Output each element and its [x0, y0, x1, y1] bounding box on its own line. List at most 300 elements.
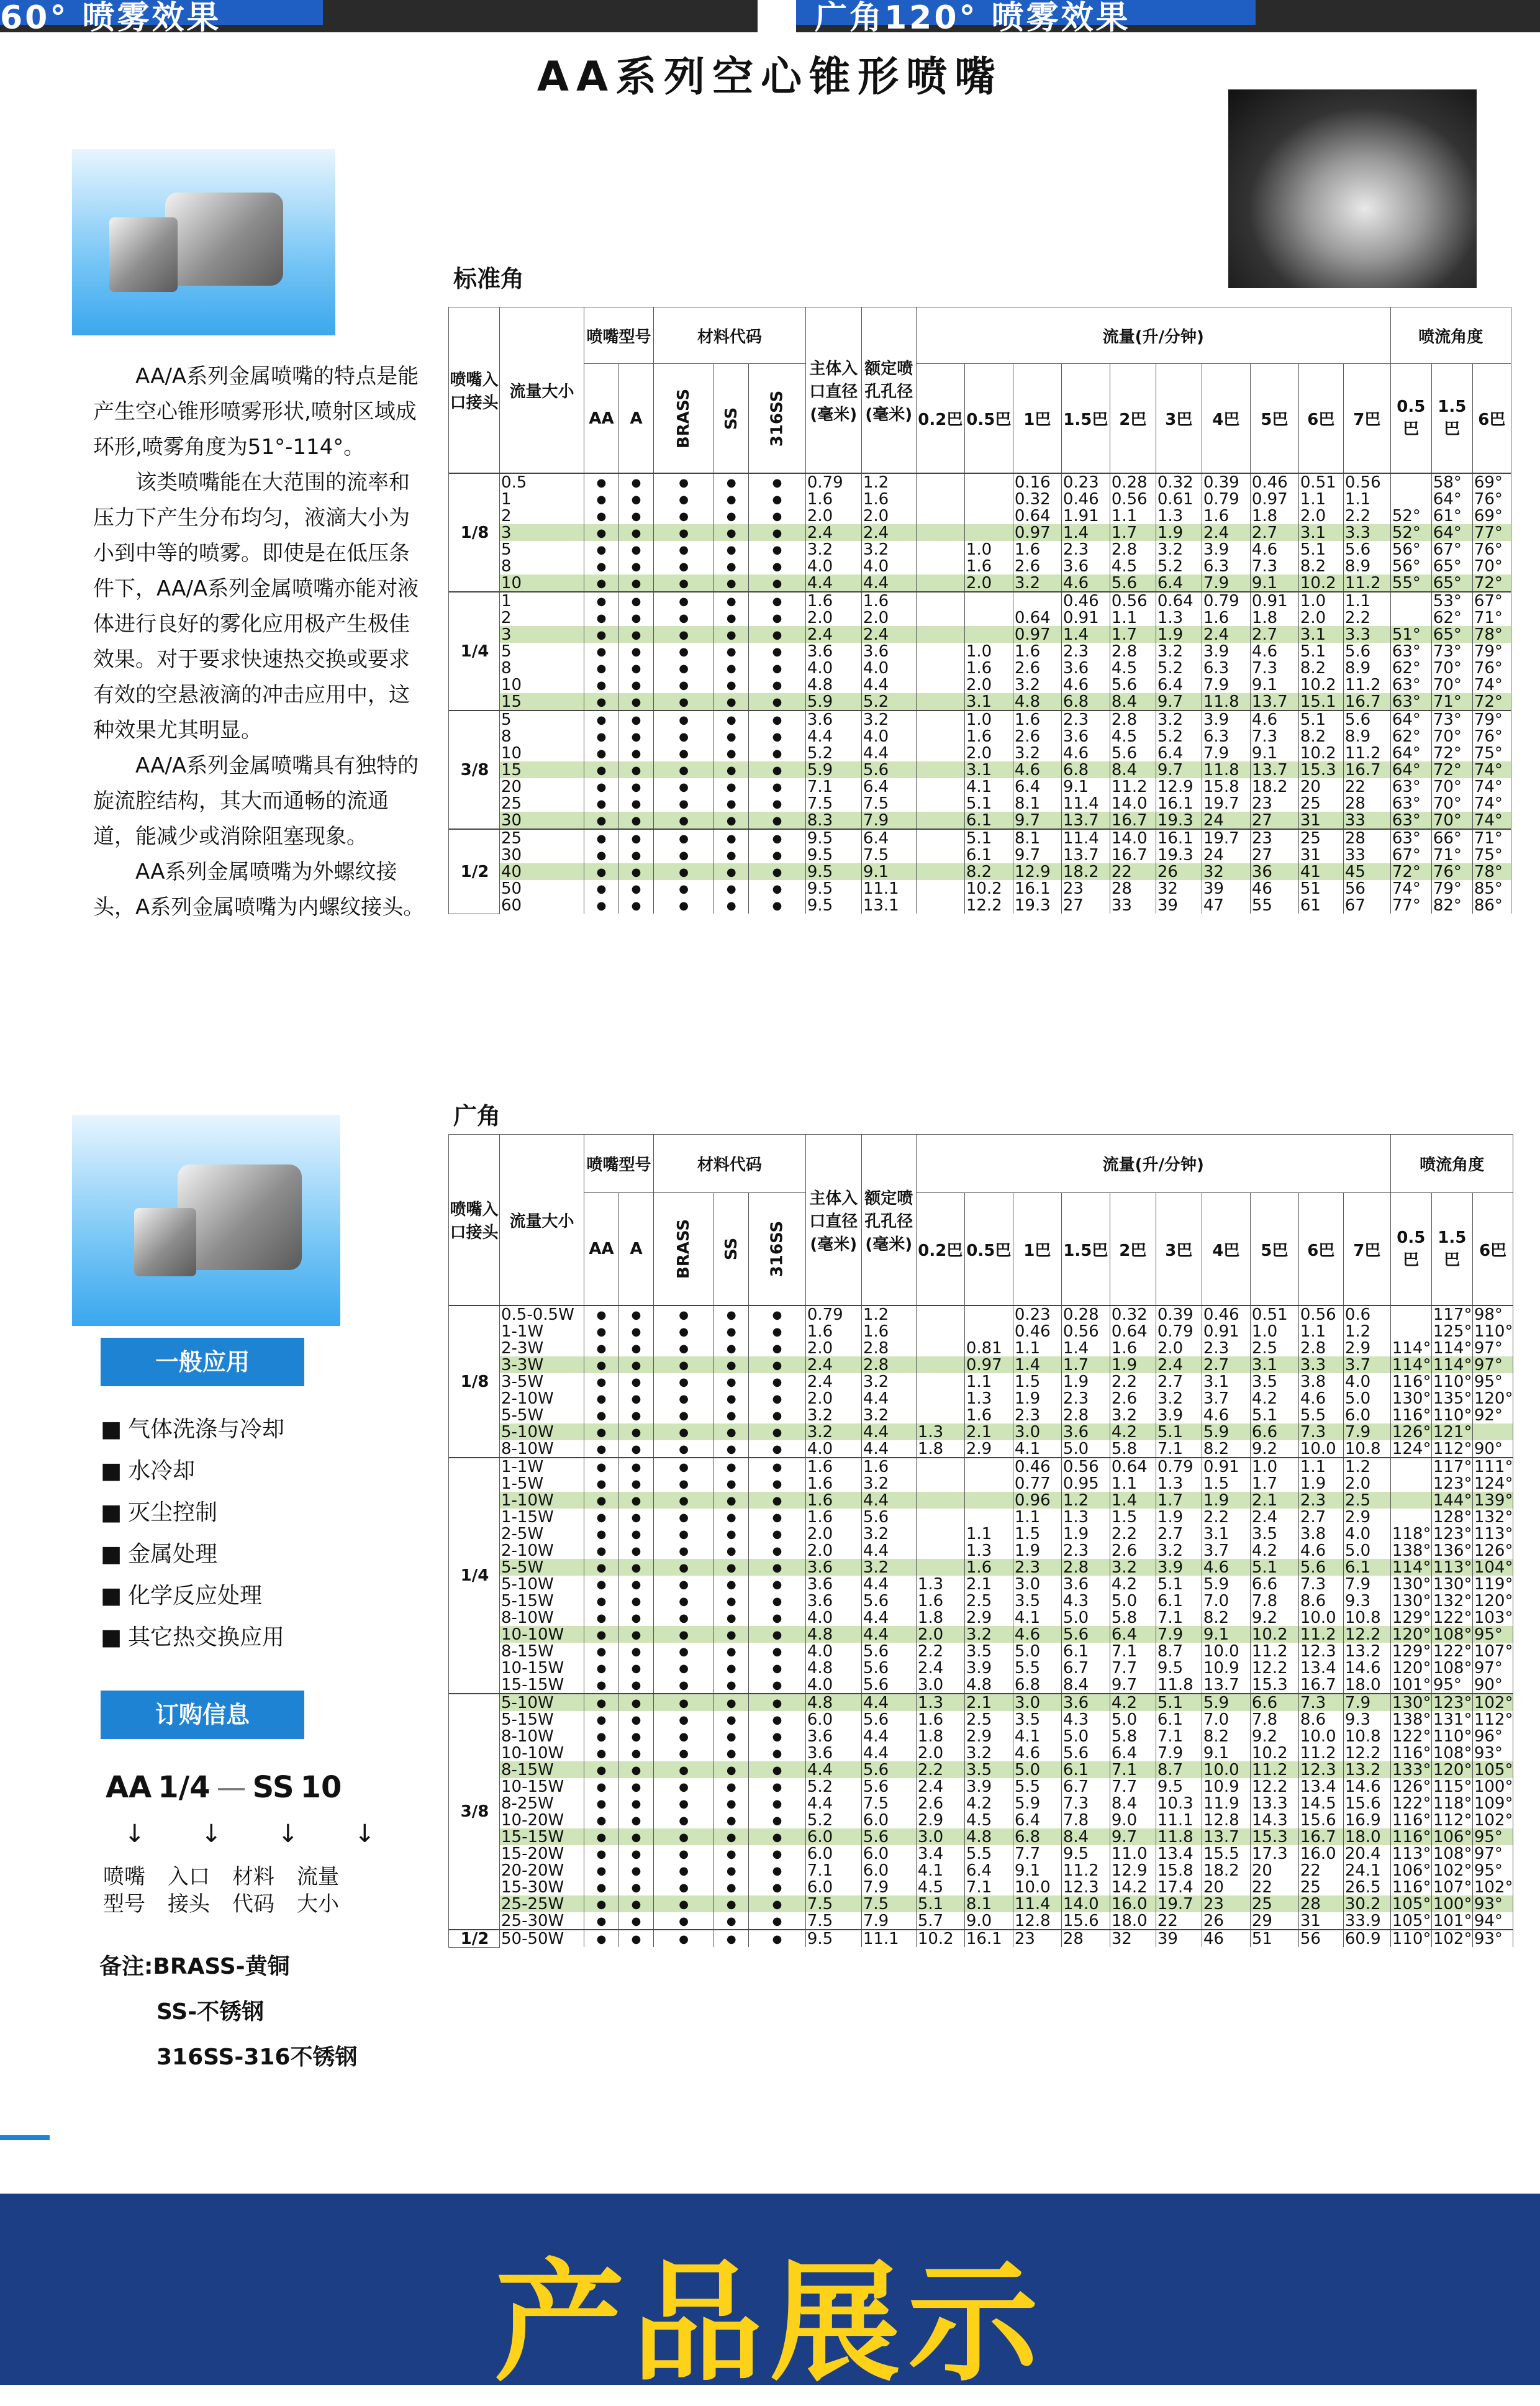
available-dot	[619, 1525, 654, 1542]
flow-cell: 14.0	[1061, 1895, 1110, 1912]
body-cell: 4.4	[805, 728, 861, 745]
angle-cell: 121°	[1431, 1423, 1472, 1440]
available-dot	[714, 541, 749, 558]
flow-cell: 3.2	[1013, 745, 1061, 761]
angle-cell	[1390, 491, 1431, 507]
flow-cell: 5.2	[1156, 660, 1202, 676]
flow-cell	[916, 558, 964, 574]
available-dot	[714, 1745, 749, 1761]
flow-cell: 3.3	[1343, 524, 1390, 541]
flow-cell: 0.16	[1013, 473, 1061, 491]
table-row	[449, 795, 1511, 812]
size-cell: 2	[500, 609, 584, 626]
flow-cell: 3.1	[1298, 626, 1343, 643]
size-cell: 10-10W	[500, 1745, 584, 1761]
available-dot	[584, 1845, 619, 1862]
angle-cell: 71°	[1431, 847, 1472, 863]
apps-list	[101, 1409, 284, 1658]
angle-cell: 110°	[1431, 1407, 1472, 1423]
flow-cell: 1.4	[1061, 1340, 1110, 1356]
flow-cell: 11.2	[1343, 676, 1390, 693]
body-cell: 6.0	[805, 1879, 861, 1895]
available-dot	[654, 1390, 714, 1407]
available-dot	[714, 1492, 749, 1509]
flow-cell: 0.23	[1061, 473, 1110, 491]
body-cell: 3.2	[805, 1423, 861, 1440]
apps-item: ■ 水冷却	[101, 1450, 284, 1492]
flow-cell	[916, 626, 964, 643]
available-dot	[584, 676, 619, 693]
flow-cell: 1.1	[1013, 1509, 1061, 1525]
available-dot	[619, 1407, 654, 1423]
flow-cell: 31	[1298, 847, 1343, 863]
angle-cell: 122°	[1390, 1795, 1431, 1812]
flow-cell	[916, 473, 964, 491]
flow-cell: 15.6	[1061, 1912, 1110, 1930]
flow-cell	[916, 1559, 964, 1576]
flow-cell: 4.5	[964, 1812, 1013, 1828]
orifice-cell: 7.5	[861, 1895, 916, 1912]
available-dot	[654, 1356, 714, 1373]
flow-cell: 3.6	[1061, 1694, 1110, 1711]
flow-cell: 5.5	[1013, 1778, 1061, 1795]
available-dot	[654, 643, 714, 660]
angle-cell: 123°	[1431, 1475, 1472, 1492]
size-cell: 30	[500, 812, 584, 829]
available-dot	[584, 1340, 619, 1356]
angle-cell: 109°	[1472, 1795, 1513, 1812]
available-dot	[654, 897, 714, 914]
available-dot	[749, 1340, 806, 1356]
flow-cell: 56	[1298, 1930, 1343, 1947]
available-dot	[714, 609, 749, 626]
orifice-cell: 6.0	[861, 1862, 916, 1879]
angle-cell: 95°	[1472, 1373, 1513, 1390]
available-dot	[584, 1423, 619, 1440]
flow-cell: 4.6	[1250, 643, 1298, 660]
size-cell: 0.5-0.5W	[500, 1305, 584, 1323]
angle-cell: 67°	[1390, 847, 1431, 863]
available-dot	[714, 1323, 749, 1340]
table-row	[449, 1340, 1513, 1356]
available-dot	[619, 1390, 654, 1407]
available-dot	[654, 1728, 714, 1745]
flow-cell: 15.5	[1202, 1845, 1250, 1862]
angle-cell: 111°	[1472, 1458, 1513, 1475]
angle-cell: 64°	[1390, 761, 1431, 778]
table-row	[449, 1475, 1513, 1492]
available-dot	[714, 1475, 749, 1492]
orifice-cell: 4.4	[861, 1609, 916, 1626]
size-cell: 1-15W	[500, 1509, 584, 1525]
available-dot	[654, 609, 714, 626]
angle-cell: 132°	[1431, 1592, 1472, 1609]
flow-cell: 8.1	[1013, 795, 1061, 812]
flow-cell: 0.32	[1013, 491, 1061, 507]
flow-cell: 1.3	[1061, 1509, 1110, 1525]
available-dot	[749, 1879, 806, 1895]
flow-cell: 41	[1298, 863, 1343, 880]
flow-cell: 1.3	[916, 1694, 964, 1711]
table-row	[449, 1761, 1513, 1778]
flow-cell: 6.7	[1061, 1659, 1110, 1676]
orifice-cell: 4.4	[861, 676, 916, 693]
flow-cell: 20.4	[1343, 1845, 1390, 1862]
available-dot	[584, 1390, 619, 1407]
available-dot	[714, 1340, 749, 1356]
available-dot	[654, 660, 714, 676]
flow-cell: 8.2	[1298, 728, 1343, 745]
flow-cell: 25	[1298, 829, 1343, 847]
angle-cell: 72°	[1390, 863, 1431, 880]
table-row	[449, 1592, 1513, 1609]
table-row	[449, 626, 1511, 643]
table-row	[449, 1778, 1513, 1795]
flow-cell: 12.9	[1156, 778, 1202, 795]
orifice-cell: 3.2	[861, 541, 916, 558]
flow-cell: 4.5	[916, 1879, 964, 1895]
available-dot	[584, 1659, 619, 1676]
available-dot	[654, 473, 714, 491]
body-cell: 3.6	[805, 643, 861, 660]
flow-cell: 2.5	[964, 1711, 1013, 1728]
flow-cell: 13.7	[1061, 812, 1110, 829]
available-dot	[749, 778, 806, 795]
flow-cell: 7.3	[1298, 1694, 1343, 1711]
top-banner-right	[796, 0, 1540, 37]
angle-cell	[1390, 592, 1431, 609]
angle-cell: 106°	[1431, 1828, 1472, 1845]
orifice-cell: 4.4	[861, 1492, 916, 1509]
flow-cell: 23	[1013, 1930, 1061, 1947]
orifice-cell: 3.2	[861, 1407, 916, 1423]
available-dot	[714, 1912, 749, 1930]
size-cell: 25-30W	[500, 1912, 584, 1930]
conn-cell: 1/8	[449, 473, 500, 592]
flow-cell: 10.0	[1298, 1609, 1343, 1626]
available-dot	[619, 1440, 654, 1458]
size-cell: 10	[500, 745, 584, 761]
flow-cell: 0.81	[964, 1340, 1013, 1356]
flow-cell: 11.2	[1250, 1761, 1298, 1778]
flow-cell: 9.7	[1110, 1828, 1156, 1845]
table-row	[449, 1440, 1513, 1458]
top-banner-left	[0, 0, 758, 37]
angle-cell: 62°	[1431, 609, 1472, 626]
orifice-cell: 3.2	[861, 1559, 916, 1576]
orifice-cell: 2.4	[861, 524, 916, 541]
flow-cell: 2.0	[1298, 507, 1343, 524]
flow-cell: 5.1	[1156, 1423, 1202, 1440]
size-cell: 5-15W	[500, 1592, 584, 1609]
angle-cell: 118°	[1431, 1795, 1472, 1812]
flow-cell: 0.6	[1343, 1305, 1390, 1323]
angle-cell: 64°	[1431, 491, 1472, 507]
flow-cell: 25	[1298, 1879, 1343, 1895]
available-dot	[619, 1509, 654, 1525]
body-cell: 2.0	[805, 1340, 861, 1356]
flow-cell: 8.2	[964, 863, 1013, 880]
flow-cell: 8.4	[1061, 1828, 1110, 1845]
flow-cell: 5.6	[1110, 676, 1156, 693]
flow-cell: 0.91	[1202, 1458, 1250, 1475]
flow-cell: 2.6	[1013, 728, 1061, 745]
angle-cell: 96°	[1472, 1728, 1513, 1745]
available-dot	[584, 761, 619, 778]
header-angle-pressure: 1.5巴	[1431, 364, 1472, 474]
table-row	[449, 1509, 1513, 1525]
available-dot	[749, 1458, 806, 1475]
orifice-cell: 7.5	[861, 795, 916, 812]
angle-cell: 117°	[1431, 1458, 1472, 1475]
angle-cell: 105°	[1472, 1761, 1513, 1778]
available-dot	[714, 1440, 749, 1458]
flow-cell: 5.5	[1298, 1407, 1343, 1423]
available-dot	[714, 710, 749, 728]
order-arrows: ↓ ↓ ↓ ↓	[124, 1820, 376, 1848]
angle-cell: 101°	[1431, 1912, 1472, 1930]
angle-cell: 114°	[1390, 1559, 1431, 1576]
angle-cell: 95°	[1431, 1676, 1472, 1694]
flow-cell: 22	[1298, 1862, 1343, 1879]
flow-cell: 2.7	[1298, 1509, 1343, 1525]
flow-cell: 11.8	[1156, 1828, 1202, 1845]
available-dot	[619, 1912, 654, 1930]
available-dot	[749, 761, 806, 778]
table-row	[449, 1458, 1513, 1475]
flow-cell: 4.0	[1343, 1373, 1390, 1390]
flow-cell: 0.56	[1061, 1323, 1110, 1340]
available-dot	[749, 574, 806, 592]
angle-cell: 105°	[1390, 1912, 1431, 1930]
available-dot	[749, 1323, 806, 1340]
table-row	[449, 1795, 1513, 1812]
intro-paragraph: AA/A系列金属喷嘴的特点是能产生空心锥形喷雾形状,喷射区域成环形,喷雾角度为51°-114°。	[93, 364, 419, 460]
angle-cell: 90°	[1472, 1676, 1513, 1694]
flow-cell	[916, 880, 964, 897]
available-dot	[749, 592, 806, 609]
flow-cell: 11.2	[1343, 574, 1390, 592]
flow-cell: 1.6	[916, 1711, 964, 1728]
flow-cell: 39	[1156, 1930, 1202, 1947]
available-dot	[619, 643, 654, 660]
available-dot	[749, 1407, 806, 1423]
angle-cell	[1390, 1305, 1431, 1323]
flow-cell	[916, 1525, 964, 1542]
flow-cell: 3.2	[964, 1745, 1013, 1761]
table-row	[449, 1576, 1513, 1592]
body-cell: 7.5	[805, 795, 861, 812]
flow-cell: 10.2	[964, 880, 1013, 897]
flow-cell	[964, 491, 1013, 507]
flow-cell	[916, 660, 964, 676]
angle-cell: 113°	[1390, 1845, 1431, 1862]
angle-cell: 90°	[1472, 1440, 1513, 1458]
page-title: AA系列空心锥形喷嘴	[537, 53, 1003, 101]
orifice-cell: 2.0	[861, 507, 916, 524]
orifice-cell: 4.0	[861, 728, 916, 745]
available-dot	[654, 1373, 714, 1390]
available-dot	[654, 574, 714, 592]
available-dot	[584, 1373, 619, 1390]
available-dot	[654, 1812, 714, 1828]
table-row	[449, 693, 1511, 710]
angle-cell: 71°	[1431, 693, 1472, 710]
flow-cell: 15.6	[1298, 1812, 1343, 1828]
flow-cell	[964, 1323, 1013, 1340]
available-dot	[654, 1340, 714, 1356]
order-code-part: SS	[252, 1770, 294, 1805]
flow-cell: 3.7	[1202, 1542, 1250, 1559]
header-pressure: 1巴	[1013, 364, 1061, 474]
flow-cell: 11.4	[1061, 829, 1110, 847]
available-dot	[714, 1458, 749, 1475]
available-dot	[714, 626, 749, 643]
size-cell: 5	[500, 643, 584, 660]
flow-cell: 4.6	[1250, 541, 1298, 558]
flow-cell: 1.2	[1343, 1458, 1390, 1475]
flow-cell: 23	[1250, 795, 1298, 812]
flow-cell: 3.8	[1298, 1373, 1343, 1390]
angle-cell: 77°	[1390, 897, 1431, 914]
flow-cell	[916, 863, 964, 880]
flow-cell: 26.5	[1343, 1879, 1390, 1895]
flow-cell: 26	[1156, 863, 1202, 880]
angle-cell: 100°	[1472, 1778, 1513, 1795]
flow-cell: 8.2	[1202, 1609, 1250, 1626]
available-dot	[654, 1828, 714, 1845]
flow-cell	[916, 812, 964, 829]
flow-cell: 3.1	[1298, 524, 1343, 541]
flow-cell: 4.2	[1110, 1694, 1156, 1711]
flow-cell: 28	[1298, 1895, 1343, 1912]
available-dot	[619, 745, 654, 761]
orifice-cell: 5.6	[861, 1828, 916, 1845]
table-row	[449, 1694, 1513, 1711]
available-dot	[654, 1745, 714, 1761]
flow-cell: 2.8	[1110, 541, 1156, 558]
flow-cell: 56	[1343, 880, 1390, 897]
header-pressure: 6巴	[1298, 1192, 1343, 1305]
flow-cell: 9.0	[1110, 1812, 1156, 1828]
available-dot	[619, 1559, 654, 1576]
flow-cell: 0.46	[1061, 491, 1110, 507]
angle-cell	[1390, 1509, 1431, 1525]
flow-cell: 0.97	[964, 1356, 1013, 1373]
flow-cell: 24	[1202, 812, 1250, 829]
body-cell: 9.5	[805, 897, 861, 914]
available-dot	[584, 1609, 619, 1626]
size-cell: 50-50W	[500, 1930, 584, 1947]
angle-cell: 97°	[1472, 1340, 1513, 1356]
flow-cell: 1.3	[916, 1423, 964, 1440]
flow-cell: 5.6	[1343, 541, 1390, 558]
available-dot	[749, 693, 806, 710]
size-cell: 60	[500, 897, 584, 914]
table-row	[449, 1305, 1513, 1323]
flow-cell: 12.8	[1013, 1912, 1061, 1930]
flow-cell: 1.6	[1013, 541, 1061, 558]
angle-cell: 124°	[1472, 1475, 1513, 1492]
flow-cell	[916, 897, 964, 914]
flow-cell: 28	[1061, 1930, 1110, 1947]
available-dot	[584, 812, 619, 829]
flow-cell: 2.2	[1202, 1509, 1250, 1525]
available-dot	[654, 1525, 714, 1542]
size-cell: 8-10W	[500, 1609, 584, 1626]
flow-cell: 3.0	[1013, 1423, 1061, 1440]
size-cell: 15-15W	[500, 1676, 584, 1694]
flow-cell: 6.4	[1110, 1745, 1156, 1761]
available-dot	[584, 609, 619, 626]
flow-cell: 0.96	[1013, 1492, 1061, 1509]
flow-cell: 22	[1250, 1879, 1298, 1895]
orifice-cell: 4.4	[861, 745, 916, 761]
available-dot	[749, 609, 806, 626]
size-cell: 8-25W	[500, 1795, 584, 1812]
available-dot	[714, 1356, 749, 1373]
angle-cell: 106°	[1390, 1862, 1431, 1879]
flow-cell: 2.6	[1110, 1542, 1156, 1559]
available-dot	[654, 1542, 714, 1559]
angle-cell: 103°	[1472, 1609, 1513, 1626]
flow-cell: 3.7	[1343, 1356, 1390, 1373]
size-cell: 10-20W	[500, 1812, 584, 1828]
flow-cell: 6.3	[1202, 728, 1250, 745]
available-dot	[654, 1778, 714, 1795]
angle-cell: 95°	[1472, 1862, 1513, 1879]
angle-cell: 97°	[1472, 1845, 1513, 1862]
available-dot	[714, 1778, 749, 1795]
flow-cell: 10.0	[1298, 1440, 1343, 1458]
flow-cell: 2.4	[916, 1659, 964, 1676]
available-dot	[584, 1323, 619, 1340]
flow-cell: 6.8	[1013, 1676, 1061, 1694]
size-cell: 15-30W	[500, 1879, 584, 1895]
flow-cell: 60.9	[1343, 1930, 1390, 1947]
table-row	[449, 1609, 1513, 1626]
available-dot	[619, 1542, 654, 1559]
available-dot	[654, 1609, 714, 1626]
flow-cell: 26	[1202, 1912, 1250, 1930]
body-cell: 1.6	[805, 1475, 861, 1492]
flow-cell: 20	[1202, 1879, 1250, 1895]
flow-cell: 1.1	[1013, 1340, 1061, 1356]
flow-cell: 28	[1343, 829, 1390, 847]
flow-cell: 3.2	[1013, 676, 1061, 693]
flow-cell: 25	[1250, 1895, 1298, 1912]
flow-cell: 7.8	[1250, 1711, 1298, 1728]
flow-cell: 4.2	[1110, 1576, 1156, 1592]
flow-cell: 7.1	[1156, 1609, 1202, 1626]
flow-cell: 6.6	[1250, 1694, 1298, 1711]
flow-cell	[916, 524, 964, 541]
flow-cell: 1.0	[1298, 592, 1343, 609]
flow-cell: 19.7	[1202, 829, 1250, 847]
body-cell: 1.6	[805, 1492, 861, 1509]
flow-cell: 0.32	[1110, 1305, 1156, 1323]
available-dot	[714, 880, 749, 897]
available-dot	[584, 524, 619, 541]
header-pressure: 7巴	[1343, 364, 1390, 474]
available-dot	[749, 1592, 806, 1609]
flow-cell	[916, 1542, 964, 1559]
product-image-a	[72, 1115, 340, 1326]
orifice-cell: 5.2	[861, 693, 916, 710]
flow-cell: 1.4	[1061, 626, 1110, 643]
available-dot	[654, 541, 714, 558]
available-dot	[619, 728, 654, 745]
